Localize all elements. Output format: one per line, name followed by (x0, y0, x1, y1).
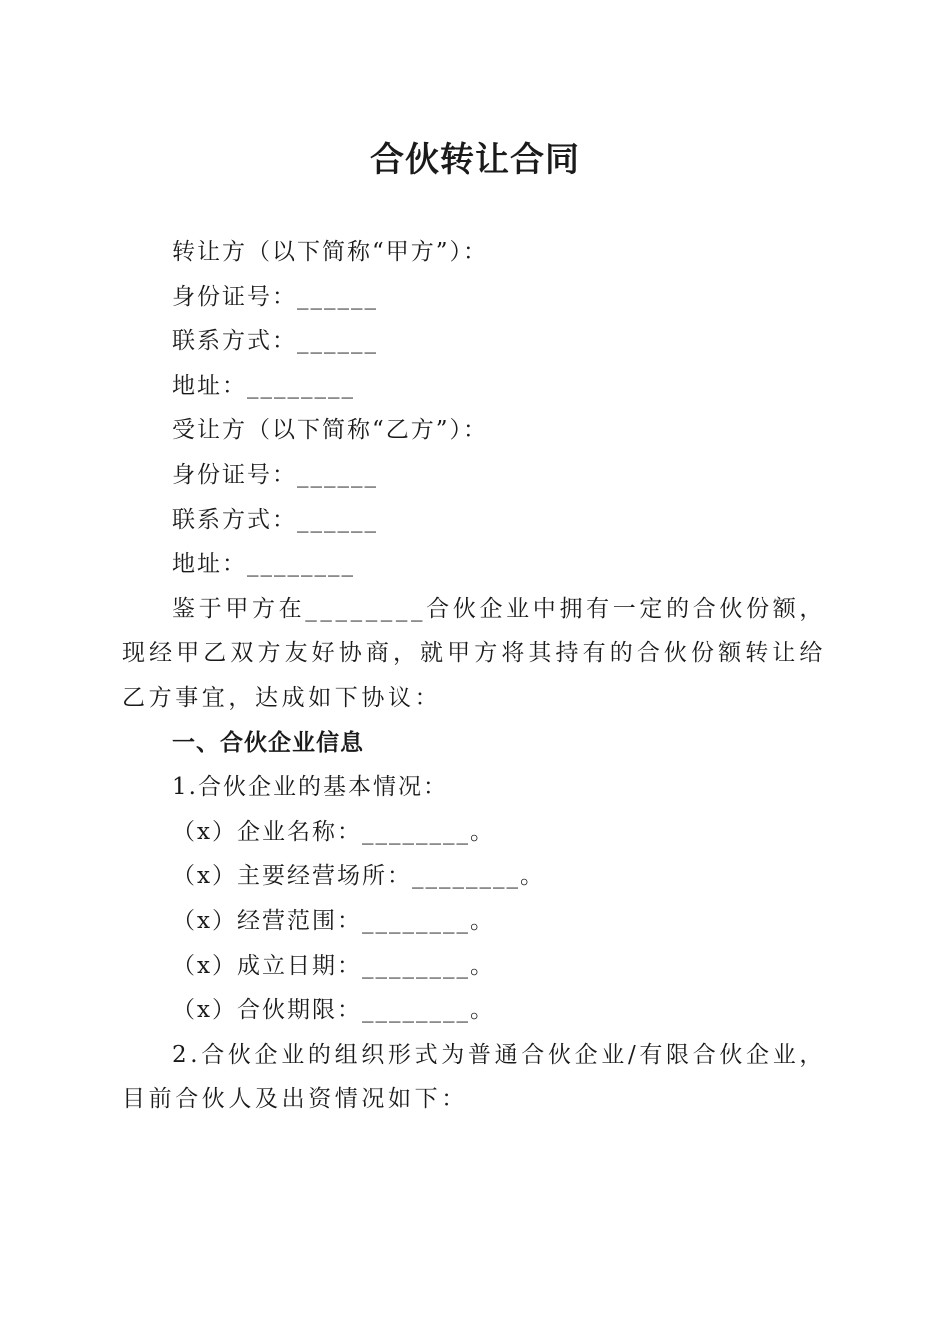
enterprise-name-field: （x）企业名称：________。 (172, 818, 495, 845)
party-b-id-number: 身份证号：______ (172, 461, 378, 488)
party-b-address: 地址：________ (172, 551, 355, 578)
business-location-field: （x）主要经营场所：________。 (172, 863, 545, 890)
business-scope-field: （x）经营范围：________。 (172, 907, 495, 934)
preamble-paragraph: 鉴于甲方在________合伙企业中拥有一定的合伙份额，现经甲乙双方友好协商，就甲方将其持有的合伙份额转让给乙方事宜，达成如下协议： (122, 595, 826, 711)
document-title: 合伙转让合同 (370, 140, 580, 180)
party-a-header: 转让方（以下简称“甲方”）： (172, 239, 489, 265)
establishment-date-field: （x）成立日期：________。 (172, 952, 495, 979)
section-1-item-2: 2.合伙企业的组织形式为普通合伙企业/有限合伙企业，目前合伙人及出资情况如下： (122, 1041, 826, 1113)
party-a-address: 地址：________ (172, 372, 355, 399)
party-b-header: 受让方（以下简称“乙方”）： (172, 417, 489, 444)
section-1-item-1-intro: 1.合伙企业的基本情况： (172, 774, 448, 801)
partnership-term-field: （x）合伙期限：________。 (172, 997, 495, 1024)
party-a-id-number: 身份证号：______ (172, 283, 378, 310)
party-b-contact: 联系方式：______ (172, 506, 378, 533)
party-a-contact: 联系方式：______ (172, 328, 378, 355)
document-body (122, 230, 826, 1122)
section-1-heading: 一、合伙企业信息 (172, 729, 364, 756)
